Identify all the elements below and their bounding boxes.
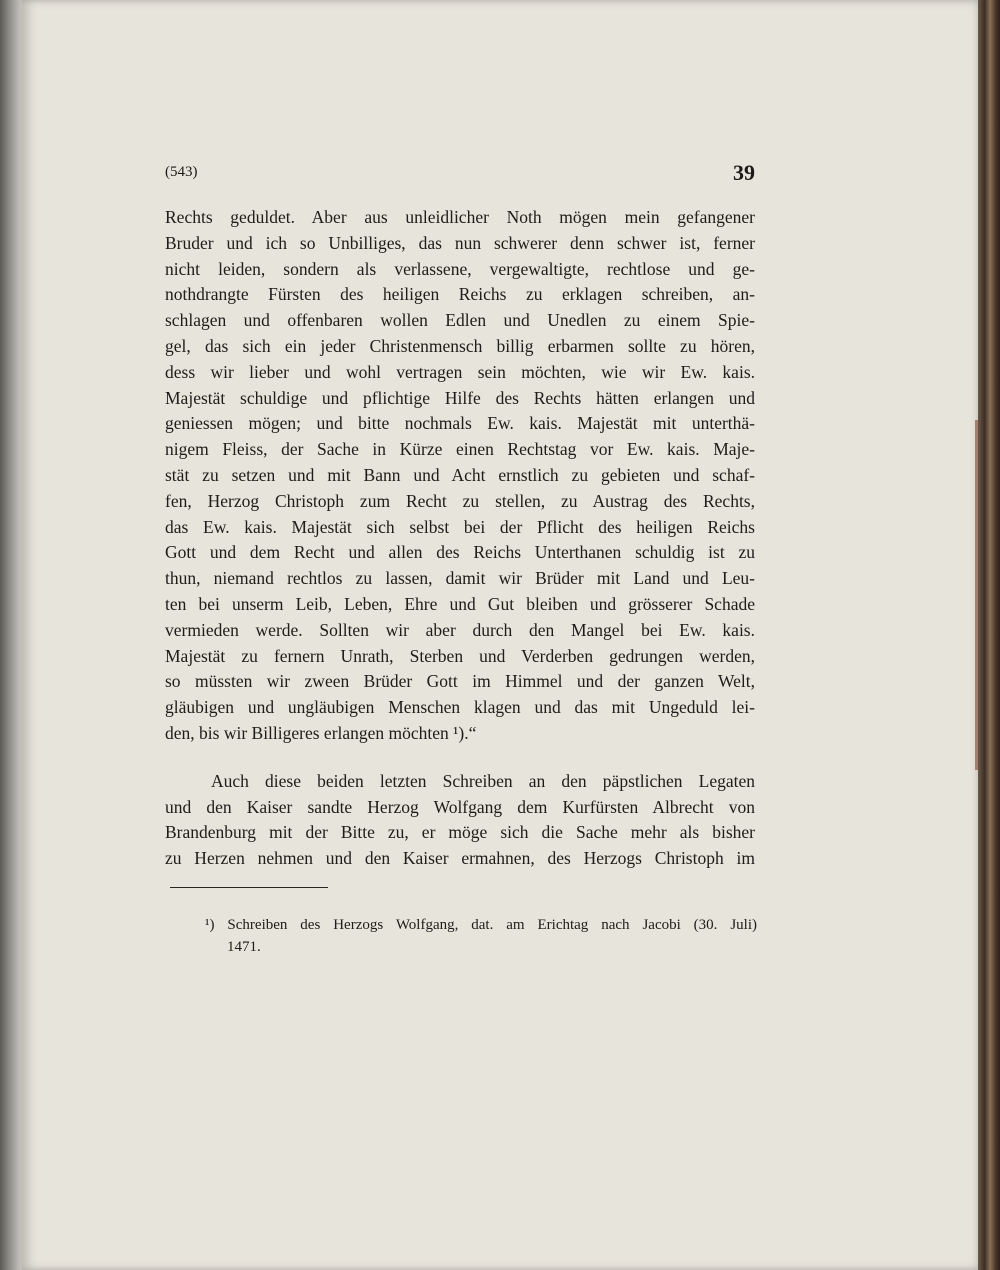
text-line: Bruder und ich so Unbilliges, das nun schwerer denn schwer ist, ferner bbox=[165, 232, 755, 253]
text-line: Majestät schuldige und pflichtige Hilfe des Rechts hätten erlangen und bbox=[165, 387, 755, 408]
text-line: den, bis wir Billigeres erlangen möchten ¹).“ bbox=[165, 722, 477, 743]
text-line: Majestät zu fernern Unrath, Sterben und Verderben gedrungen werden, bbox=[165, 645, 755, 666]
footnote bbox=[205, 914, 757, 958]
text-line: zu Herzen nehmen und den Kaiser ermahnen, des Herzogs Christoph im bbox=[165, 848, 755, 869]
text-line: geniessen mögen; und bitte nochmals Ew. kais. Majestät mit unterthä- bbox=[165, 413, 755, 434]
text-line: Rechts geduldet. Aber aus unleidlicher Noth mögen mein gefangener bbox=[165, 207, 755, 227]
footnote-line bbox=[205, 914, 757, 936]
paragraph-2 bbox=[165, 769, 755, 872]
text-line: nigem Fleiss, der Sache in Kürze einen Rechtstag vor Ew. kais. Maje- bbox=[165, 439, 755, 460]
text-line: schlagen und offenbaren wollen Edlen und Unedlen zu einem Spie- bbox=[165, 310, 755, 331]
original-page-reference: (543) bbox=[165, 164, 198, 180]
text-line: nothdrangte Fürsten des heiligen Reichs zu erklagen schreiben, an- bbox=[165, 284, 755, 305]
book-cover-edge bbox=[978, 0, 1000, 1270]
main-text bbox=[165, 205, 755, 872]
footnote-marker: ¹) bbox=[205, 917, 215, 933]
text-line: ten bei unserm Leib, Leben, Ehre und Gut bleiben und grösserer Schade bbox=[165, 593, 755, 614]
footnote-separator bbox=[170, 887, 328, 888]
text-line: das Ew. kais. Majestät sich selbst bei der Pflicht des heiligen Reichs bbox=[165, 516, 755, 537]
text-line: gel, das sich ein jeder Christenmensch billig erbarmen sollte zu hören, bbox=[165, 335, 755, 356]
text-line: und den Kaiser sandte Herzog Wolfgang dem Kurfürsten Albrecht von bbox=[165, 796, 755, 817]
text-line: Auch diese beiden letzten Schreiben an den päpstlichen Legaten bbox=[211, 770, 755, 791]
text-line: stät zu setzen und mit Bann und Acht ernstlich zu gebieten und schaf- bbox=[165, 464, 755, 485]
footnote-line: 1471. bbox=[227, 939, 261, 955]
text-line: so müssten wir zween Brüder Gott im Himmel und der ganzen Welt, bbox=[165, 671, 755, 692]
paragraph-1 bbox=[165, 205, 755, 747]
text-line: Brandenburg mit der Bitte zu, er möge sich die Sache mehr als bisher bbox=[165, 822, 755, 843]
text-line: dess wir lieber und wohl vertragen sein möchten, wie wir Ew. kais. bbox=[165, 361, 755, 382]
text-line: thun, niemand rechtlos zu lassen, damit wir Brüder mit Land und Leu- bbox=[165, 568, 755, 589]
text-line: gläubigen und ungläubigen Menschen klagen und das mit Ungeduld lei- bbox=[165, 697, 755, 718]
footnote-text: Schreiben des Herzogs Wolfgang, dat. am Erichtag nach Jacobi (30. Juli) bbox=[227, 917, 758, 933]
text-line: fen, Herzog Christoph zum Recht zu stellen, zu Austrag des Rechts, bbox=[165, 490, 755, 511]
text-line: Gott und dem Recht und allen des Reichs Unterthanen schuldig ist zu bbox=[165, 542, 755, 563]
running-header bbox=[165, 160, 755, 188]
text-line: vermieden werde. Sollten wir aber durch den Mangel bei Ew. kais. bbox=[165, 619, 755, 640]
page-number: 39 bbox=[733, 160, 755, 185]
text-line: nicht leiden, sondern als verlassene, vergewaltigte, rechtlose und ge- bbox=[165, 258, 755, 279]
